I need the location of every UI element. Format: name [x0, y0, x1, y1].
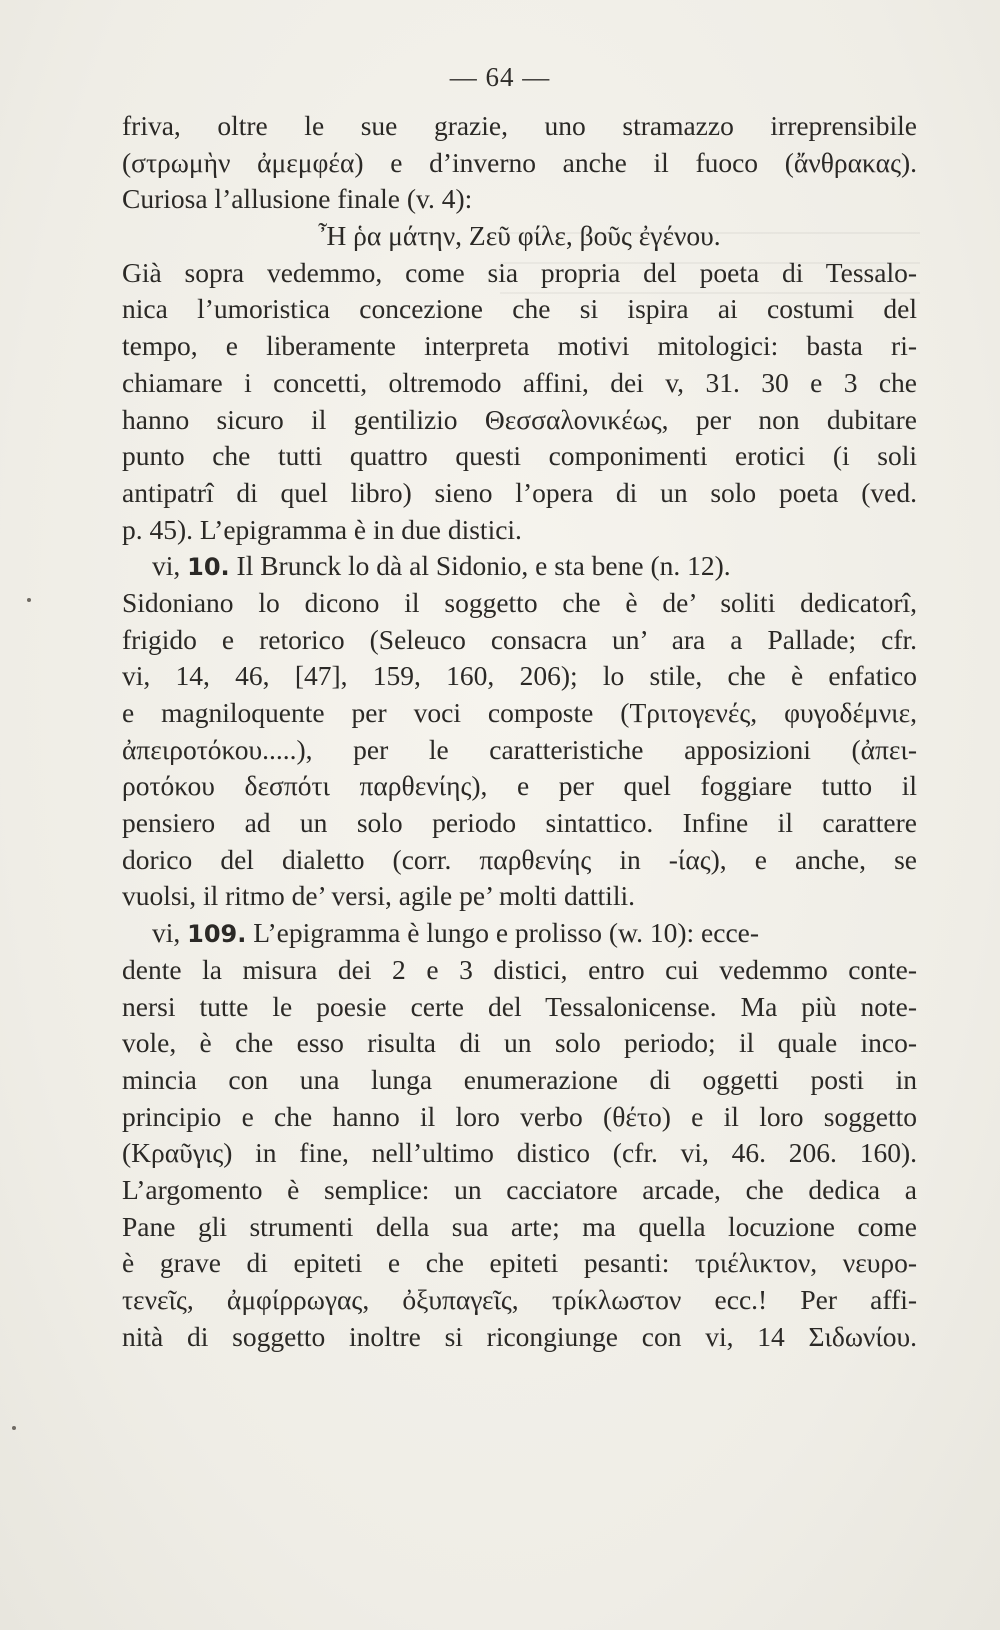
text-line: p. 45). L’epigramma è in due distici. — [122, 513, 522, 545]
text-line: pensiero ad un solo periodo sintattico. Infine il carattere — [122, 807, 917, 839]
text-line: e magniloquente per voci composte (Τριτογενές, φυγοδέμνιε, — [122, 697, 917, 728]
text-line: friva, oltre le sue grazie, uno stramazzo irreprensibile — [122, 110, 917, 141]
text-line: (Κραῦγις) in fine, nell’ultimo distico (cfr. vi, 46. 206. 160). — [122, 1137, 917, 1169]
text-line: è grave di epiteti e che epiteti pesanti: τριέλικτον, νευρο- — [122, 1247, 917, 1279]
text-line: punto che tutti quattro questi componimenti erotici (i soli — [122, 440, 917, 472]
text-line: τενεῖς, ἀμφίρρωγας, ὀξυπαγεῖς, τρίκλωστον ecc.! Per affi- — [122, 1284, 917, 1315]
text-line: Ἦ ῥα μάτην, Ζεῦ φίλε, βοῦς ἐγένου. — [318, 220, 721, 252]
book-ref: vi, — [152, 917, 188, 949]
book-ref: vi, — [152, 550, 188, 582]
epigram-number: 10. — [187, 553, 230, 582]
text-line: vuolsi, il ritmo de’ versi, agile pe’ molti dattili. — [122, 880, 635, 912]
text-line: ροτόκου δεσπότι παρθενίης), e per quel foggiare tutto il — [122, 770, 917, 802]
text-line: vole, è che esso risulta di un solo periodo; il quale inco- — [122, 1027, 917, 1059]
text-line: Sidoniano lo dicono il soggetto che è de’ soliti dedicatorî, — [122, 586, 917, 618]
body-text — [122, 108, 917, 1355]
text-line: L’argomento è semplice: un cacciatore arcade, che dedica a — [122, 1173, 917, 1205]
text-line: tempo, e liberamente interpreta motivi mitologici: basta ri- — [122, 330, 917, 362]
text-line: Pane gli strumenti della sua arte; ma quella locuzione come — [122, 1210, 917, 1242]
text-line: Già sopra vedemmo, come sia propria del poeta di Tessalo- — [122, 256, 917, 288]
text-line: dorico del dialetto (corr. παρθενίης in -ίας), e anche, se — [122, 843, 917, 875]
text-line: nica l’umoristica concezione che si ispira ai costumi del — [122, 293, 917, 325]
text-line: vi, 14, 46, [47], 159, 160, 206); lo stile, che è enfatico — [122, 660, 917, 692]
page-number: — 64 — — [449, 62, 551, 92]
text-line: frigido e retorico (Seleuco consacra un’ ara a Pallade; cfr. — [122, 623, 917, 655]
text-line: dente la misura dei 2 e 3 distici, entro cui vedemmo conte- — [122, 953, 917, 985]
text-line: nità di soggetto inoltre si ricongiunge con vi, 14 Σιδωνίου. — [122, 1320, 917, 1352]
text-line: mincia con una lunga enumerazione di oggetti posti in — [122, 1063, 917, 1095]
paper-speck — [12, 1426, 16, 1430]
paper-speck — [27, 598, 31, 602]
text-line: (στρωμὴν ἀμεμφέα) e d’inverno anche il fuoco (ἄνθρακας). — [122, 146, 917, 178]
text-line — [122, 915, 917, 952]
text-line: ἀπειροτόκου.....), per le caratteristiche apposizioni (ἀπει- — [122, 733, 917, 765]
text-line: nersi tutte le poesie certe del Tessalonicense. Ma più note- — [122, 990, 917, 1022]
text-line: chiamare i concetti, oltremodo affini, dei v, 31. 30 e 3 che — [122, 366, 917, 398]
line-text: Il Brunck lo dà al Sidonio, e sta bene (n. 12). — [229, 550, 731, 582]
text-line: Curiosa l’allusione finale (v. 4): — [122, 183, 473, 215]
line-text: L’epigramma è lungo e prolisso (w. 10): ecce- — [246, 917, 760, 949]
text-line — [122, 548, 917, 585]
epigram-number: 109. — [187, 920, 247, 949]
text-line: hanno sicuro il gentilizio Θεσσαλονικέως, per non dubitare — [122, 403, 917, 435]
text-line: antipatrî di quel libro) sieno l’opera di un solo poeta (ved. — [122, 476, 917, 508]
text-line: principio e che hanno il loro verbo (θέτο) e il loro soggetto — [122, 1100, 917, 1132]
